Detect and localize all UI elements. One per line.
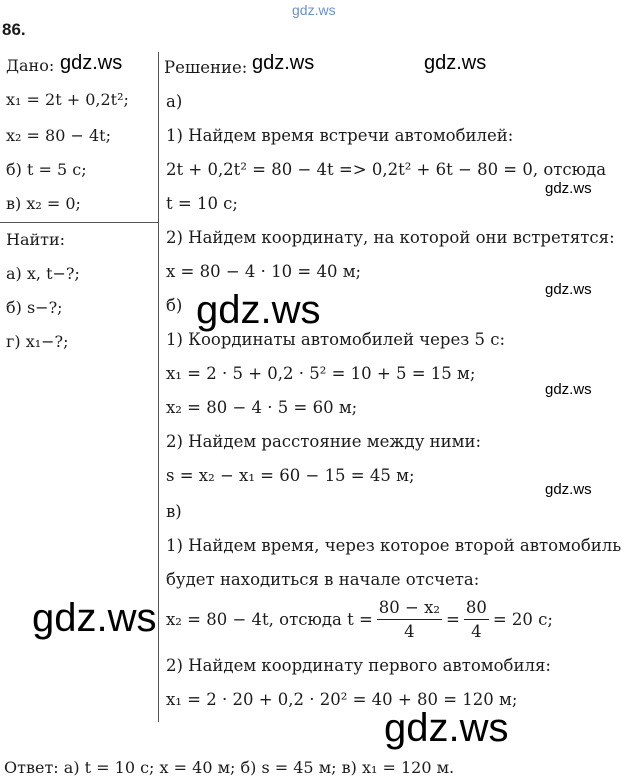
solution-line: 1) Найдем время встречи автомобилей: <box>166 126 514 145</box>
given-item: б) t = 5 с; <box>6 160 87 179</box>
watermark: gdz.ws <box>545 180 592 197</box>
watermark-top: gdz.ws <box>292 2 336 18</box>
solution-label: Решение: <box>164 58 248 77</box>
fraction-suffix: = 20 с; <box>492 610 553 629</box>
watermark: gdz.ws <box>545 481 592 498</box>
given-item: x₁ = 2t + 0,2t²; <box>6 90 129 109</box>
fraction-equation <box>166 598 553 641</box>
solution-line: 2) Найдем координату, на которой они встретятся: <box>166 228 615 247</box>
find-item: г) x₁−?; <box>6 332 69 351</box>
solution-line: x₂ = 80 − 4 · 5 = 60 м; <box>166 398 358 417</box>
watermark: gdz.ws <box>424 52 487 74</box>
given-item: x₂ = 80 − 4t; <box>6 126 111 145</box>
given-item: в) x₂ = 0; <box>6 194 81 213</box>
solution-line: 1) Найдем время, через которое второй автомобиль <box>166 536 622 555</box>
fraction-1-numerator: 80 − x₂ <box>377 598 442 620</box>
solution-line: s = x₂ − x₁ = 60 − 15 = 45 м; <box>166 466 415 485</box>
find-item: б) s−?; <box>6 298 63 317</box>
given-label: Дано: <box>6 56 55 75</box>
fraction-equals: = <box>446 610 460 629</box>
watermark: gdz.ws <box>60 52 123 74</box>
solution-line: 2) Найдем координату первого автомобиля: <box>166 656 551 675</box>
solution-line: x = 80 − 4 · 10 = 40 м; <box>166 262 362 281</box>
find-item: а) x, t−?; <box>6 264 80 283</box>
watermark: gdz.ws <box>32 596 157 640</box>
fraction-2-numerator: 80 <box>464 598 489 620</box>
problem-number: 86. <box>2 20 26 39</box>
fraction-1 <box>377 598 442 641</box>
solution-line: t = 10 с; <box>166 194 238 213</box>
watermark: gdz.ws <box>252 52 315 74</box>
answer-line: Ответ: а) t = 10 с; x = 40 м; б) s = 45 м; в) x₁ = 120 м. <box>4 758 455 777</box>
solution-line: будет находиться в начале отсчета: <box>166 570 480 589</box>
find-label: Найти: <box>6 230 66 249</box>
solution-line: 2t + 0,2t² = 80 − 4t => 0,2t² + 6t − 80 = 0, отсюда <box>166 160 607 179</box>
solution-line: в) <box>166 502 182 521</box>
given-find-divider <box>0 222 158 223</box>
solution-line: x₁ = 2 · 20 + 0,2 · 20² = 40 + 80 = 120 м; <box>166 690 518 709</box>
fraction-2-denominator: 4 <box>471 622 482 641</box>
fraction-2 <box>464 598 489 641</box>
watermark: gdz.ws <box>545 281 592 298</box>
watermark: gdz.ws <box>196 288 321 332</box>
watermark: gdz.ws <box>384 706 509 750</box>
fraction-prefix: x₂ = 80 − 4t, отсюда t = <box>166 610 373 629</box>
solution-line: а) <box>166 92 183 111</box>
solution-line: x₁ = 2 · 5 + 0,2 · 5² = 10 + 5 = 15 м; <box>166 364 476 383</box>
solution-line: б) <box>166 296 183 315</box>
column-divider <box>158 52 159 722</box>
fraction-1-denominator: 4 <box>404 622 415 641</box>
solution-line: 1) Координаты автомобилей через 5 с: <box>166 330 506 349</box>
watermark: gdz.ws <box>545 381 592 398</box>
solution-line: 2) Найдем расстояние между ними: <box>166 432 482 451</box>
